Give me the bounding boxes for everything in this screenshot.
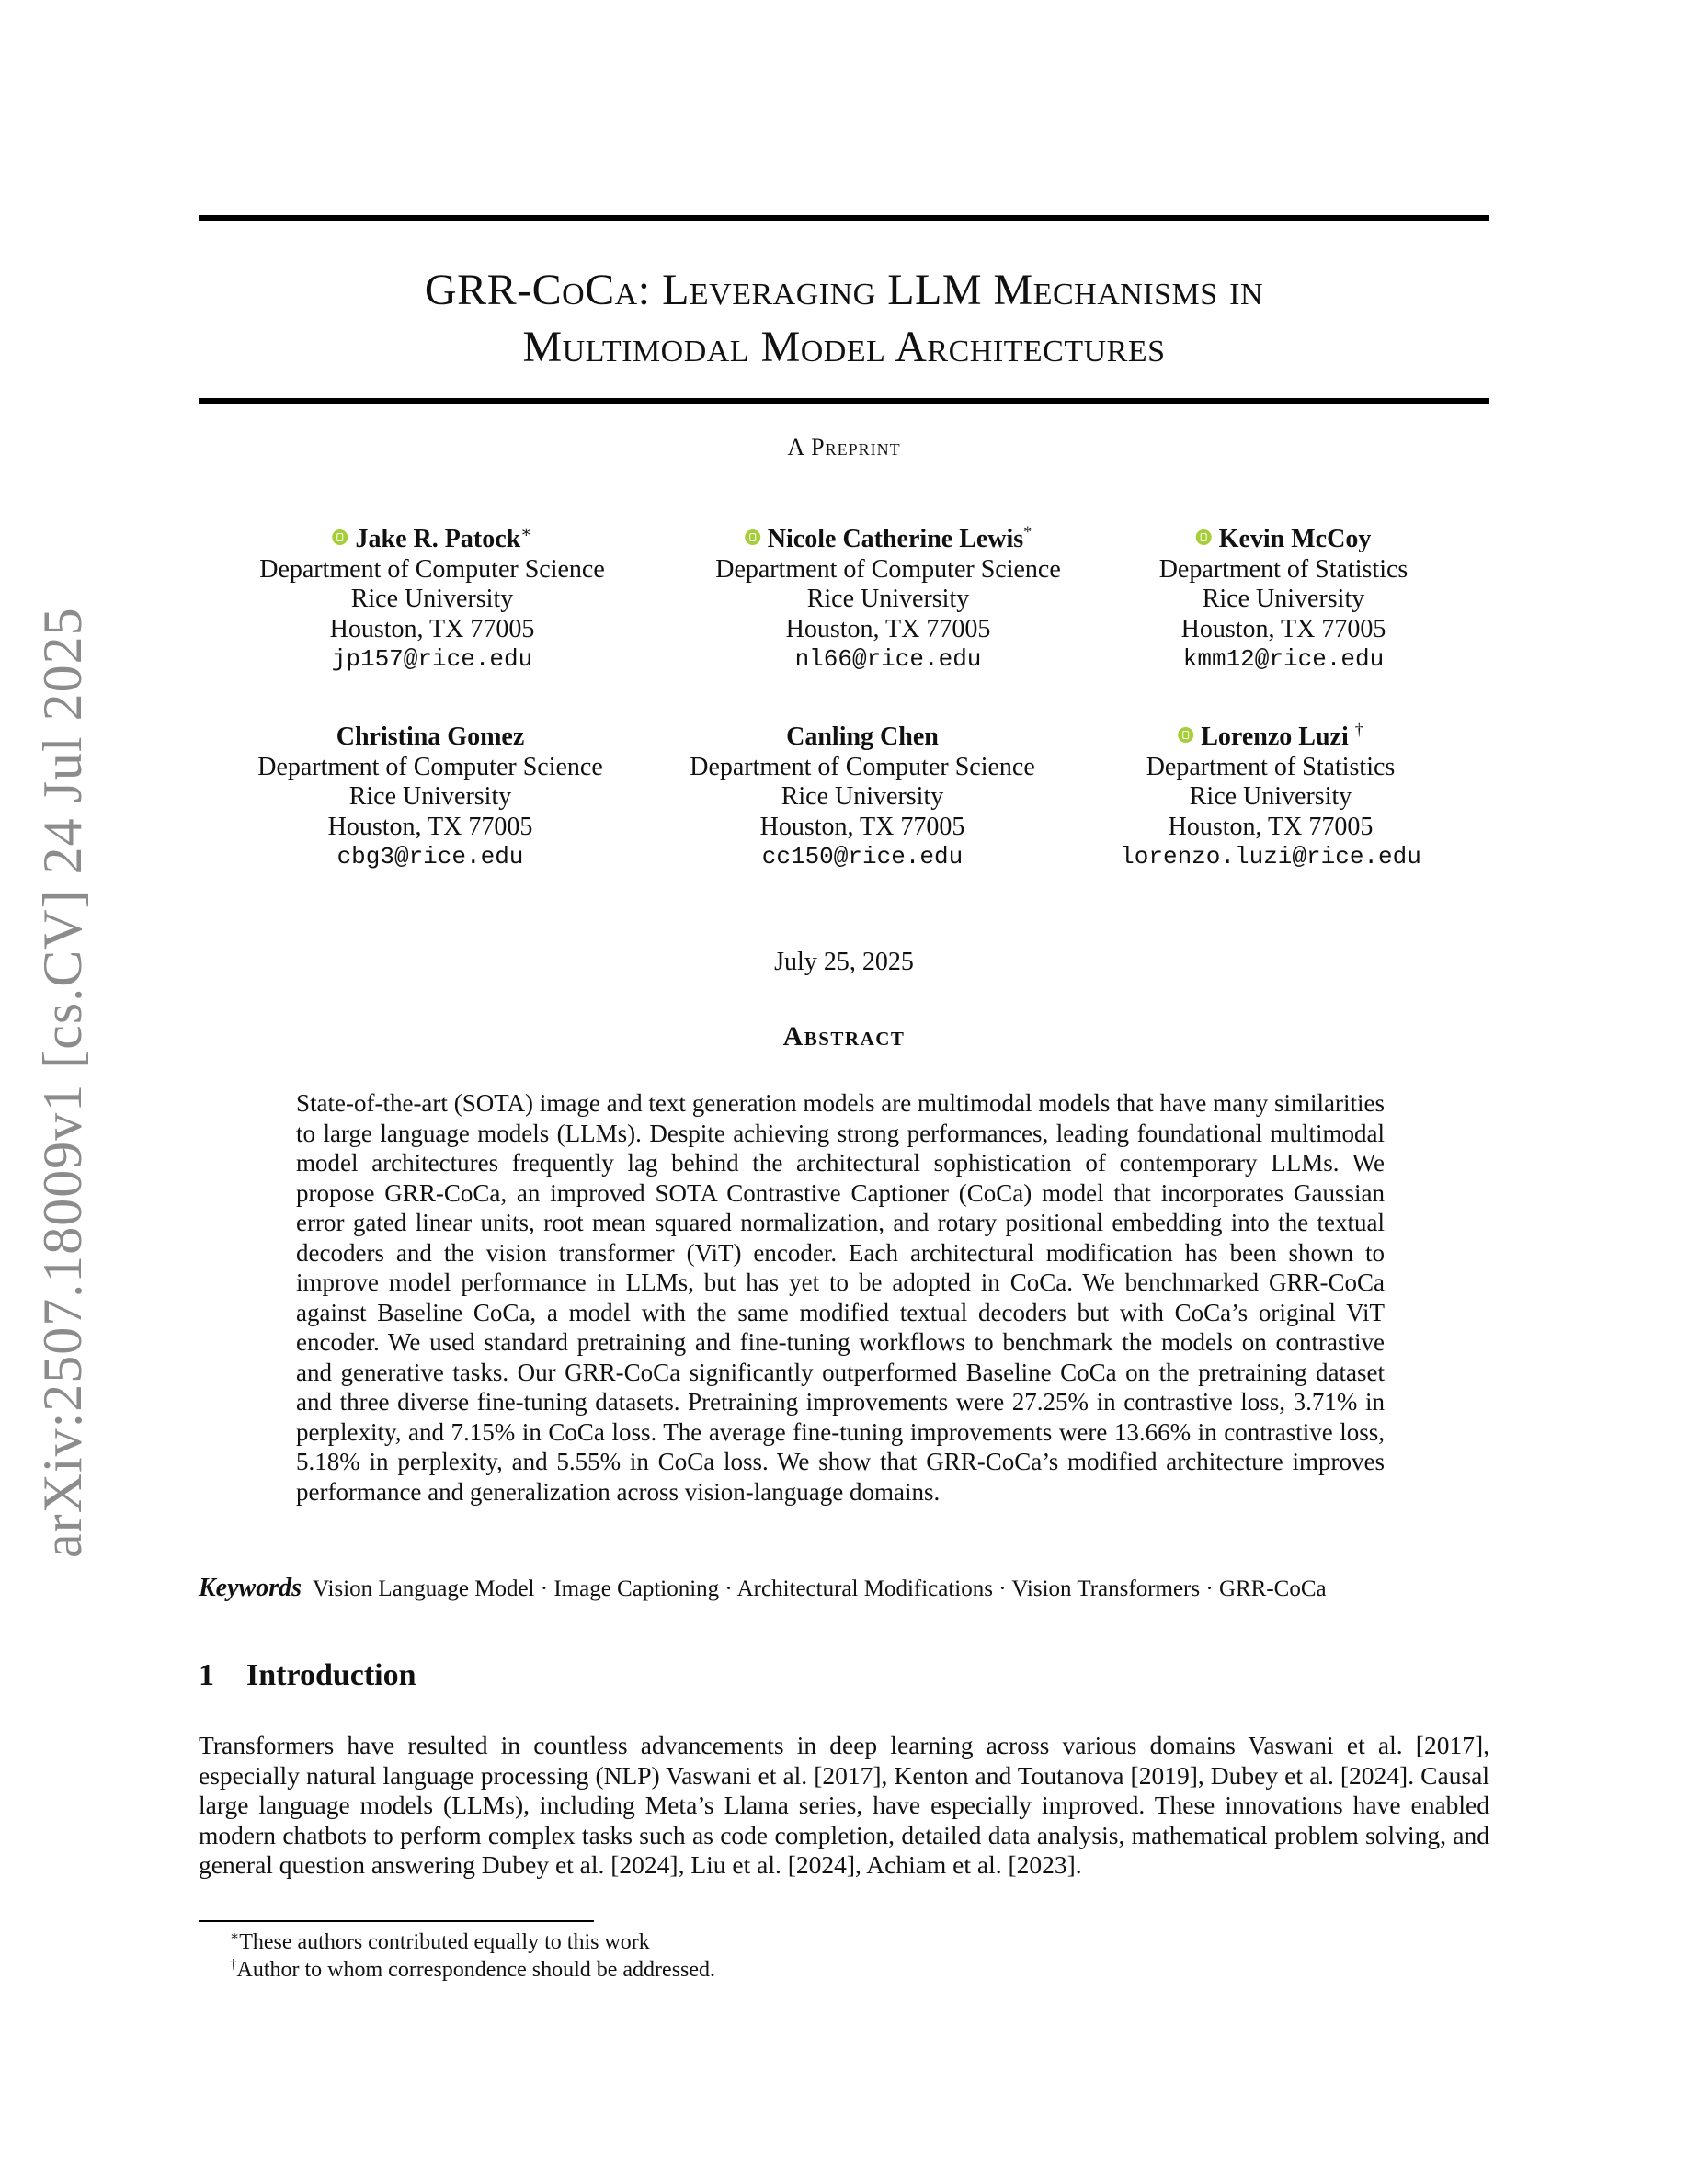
author-block (690, 715, 1035, 872)
author-block (1120, 715, 1421, 872)
author-university: Rice University (350, 585, 514, 614)
author-email[interactable]: kmm12@rice.edu (1182, 645, 1385, 674)
author-university: Rice University (1189, 782, 1352, 812)
title-line-2: Multimodal Model Architectures (522, 323, 1166, 371)
author-name: Nicole Catherine Lewis* (767, 523, 1032, 554)
section-title: Introduction (246, 1658, 416, 1692)
keywords-line (199, 1574, 1489, 1603)
author-department: Department of Computer Science (257, 752, 603, 781)
author-email[interactable]: nl66@rice.edu (794, 645, 982, 674)
publication-date: July 25, 2025 (774, 948, 914, 976)
author-department: Department of Computer Science (715, 554, 1061, 584)
author-name: Canling Chen (786, 722, 939, 752)
introduction-paragraph: Transformers have resulted in countless advancements in deep learning across various domains Vaswani et al. [2017], especially natural language processing (NLP) Vaswani et al. [2017], Kenton and Toutanova [2019], Dubey et al. [2024]. Causal large language models (LLMs), including Meta’s Llama series, have especially improved. These innovations have enabled modern chatbots to perform complex tasks such as code completion, detailed data analysis, mathematical problem solving, and general question answering Dubey et al. [2024], Liu et al. [2024], Achiam et al. [2023]. (199, 1731, 1489, 1879)
orcid-icon[interactable] (1196, 529, 1212, 545)
author-block (715, 518, 1061, 675)
author-name: Kevin McCoy (1218, 525, 1372, 554)
abstract-text: State-of-the-art (SOTA) image and text generation models are multimodal models that have many similarities to large language models (LLMs). Despite achieving strong performances, leading foundational multimodal model architectures frequently lag behind the architectural sophistication of contemporary LLMs. We propose GRR-CoCa, an improved SOTA Contrastive Captioner (CoCa) model that incorporates Gaussian error gated linear units, root mean squared normalization, and rotary positional embedding into the textual decoders and the vision transformer (ViT) encoder. Each architectural modification has been shown to improve model performance in LLMs, but has yet to be adopted in CoCa. We benchmarked GRR-CoCa against Baseline CoCa, a model with the same modified textual decoders but with CoCa’s original ViT encoder. We used standard pretraining and fine-tuning workflows to benchmark the models on contrastive and generative tasks. Our GRR-CoCa significantly outperformed Baseline CoCa on the pretraining dataset and three diverse fine-tuning datasets. Pretraining improvements were 27.25% in contrastive loss, 3.71% in perplexity, and 7.15% in CoCa loss. The average fine-tuning improvements were 13.66% in contrastive loss, 5.18% in perplexity, and 5.55% in CoCa loss. We show that GRR-CoCa’s modified architecture improves performance and generalization across vision-language domains. (296, 1089, 1385, 1506)
author-block (1159, 518, 1409, 675)
section-number: 1 (199, 1658, 214, 1692)
orcid-icon[interactable] (333, 529, 348, 545)
author-university: Rice University (806, 585, 970, 614)
author-department: Department of Statistics (1158, 554, 1409, 584)
abstract-heading: Abstract (782, 1021, 906, 1052)
keywords-label: Keywords (199, 1574, 302, 1602)
preprint-label: A Preprint (787, 434, 901, 461)
author-university: Rice University (1202, 585, 1365, 614)
author-email[interactable]: lorenzo.luzi@rice.edu (1120, 843, 1421, 871)
footnote-rule (199, 1920, 594, 1922)
arxiv-identifier: arXiv:2507.18009v1 [cs.CV] 24 Jul 2025 (32, 607, 93, 1558)
paper-title (199, 262, 1489, 376)
author-university: Rice University (348, 782, 512, 812)
title-top-rule (199, 215, 1489, 221)
author-location: Houston, TX 77005 (1168, 812, 1374, 841)
author-location: Houston, TX 77005 (785, 614, 991, 643)
author-name: Christina Gomez (336, 722, 525, 752)
title-line-1: GRR-CoCa: Leveraging LLM Mechanisms in (424, 266, 1264, 314)
author-email[interactable]: cbg3@rice.edu (336, 843, 524, 871)
author-location: Houston, TX 77005 (1180, 614, 1386, 643)
orcid-icon[interactable] (1178, 727, 1193, 743)
author-location: Houston, TX 77005 (327, 812, 533, 841)
author-email[interactable]: jp157@rice.edu (331, 645, 533, 674)
author-block (257, 715, 603, 872)
author-name: Jake R. Patock∗ (355, 523, 532, 554)
author-block (259, 518, 605, 675)
keywords-list: Vision Language Model · Image Captioning · Architectural Modifications · Vision Transformers · GRR-CoCa (313, 1576, 1327, 1601)
footnote: ∗These authors contributed equally to this work (230, 1929, 650, 1954)
author-location: Houston, TX 77005 (759, 812, 965, 841)
author-department: Department of Statistics (1146, 752, 1396, 781)
author-university: Rice University (781, 782, 944, 812)
author-email[interactable]: cc150@rice.edu (761, 843, 964, 871)
section-heading (199, 1658, 416, 1693)
title-bottom-rule (199, 398, 1489, 404)
author-department: Department of Computer Science (259, 554, 605, 584)
author-department: Department of Computer Science (690, 752, 1035, 781)
orcid-icon[interactable] (745, 529, 760, 545)
author-name: Lorenzo Luzi † (1201, 721, 1363, 752)
footnote: †Author to whom correspondence should be addressed. (230, 1957, 716, 1982)
author-location: Houston, TX 77005 (329, 614, 535, 643)
